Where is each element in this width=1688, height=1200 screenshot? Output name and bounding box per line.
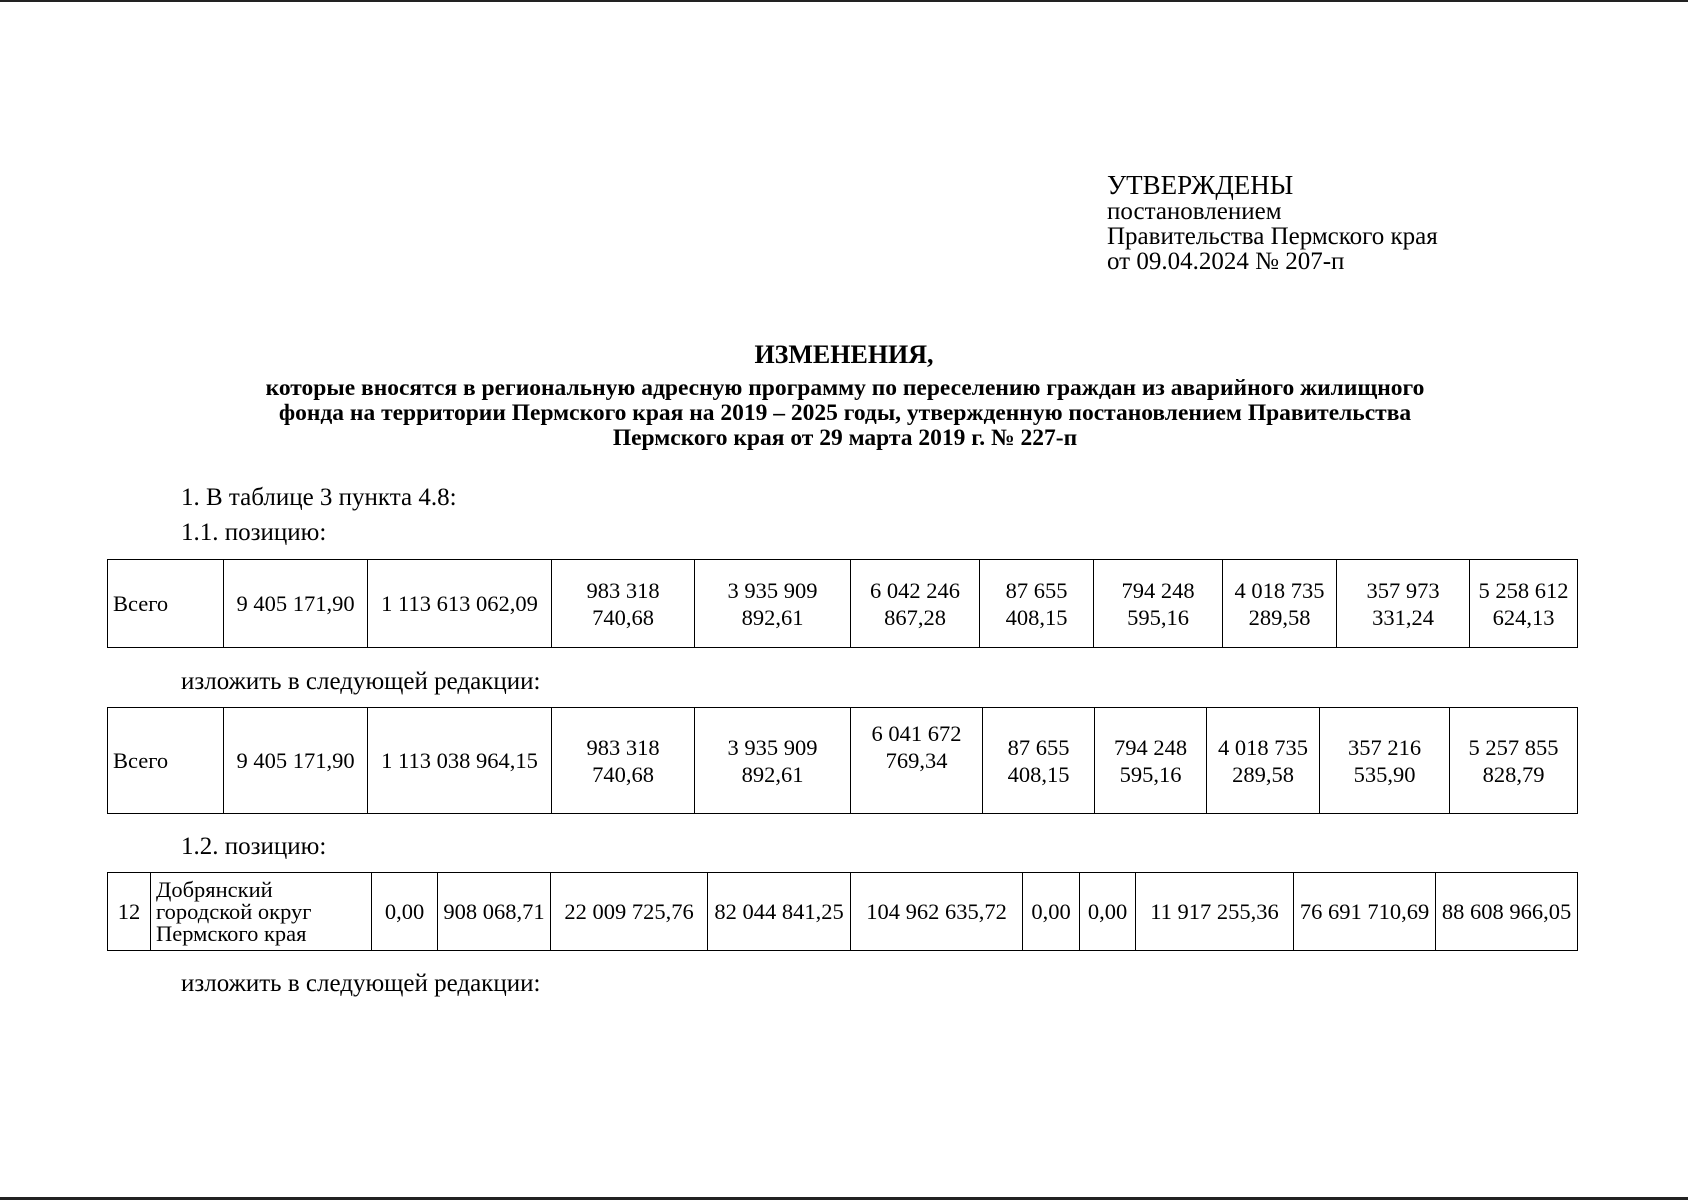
table-cell: 76 691 710,69 xyxy=(1294,873,1436,951)
approval-heading: УТВЕРЖДЕНЫ xyxy=(1107,170,1294,200)
cell-line: 769,34 xyxy=(885,748,948,773)
municipality-name xyxy=(151,873,372,951)
subtitle-line: фонда на территории Пермского края на 2019 – 2025 годы, утвержденную постановлением Правительства xyxy=(278,400,1412,426)
approval-line: Правительства Пермского края xyxy=(1107,223,1438,250)
new-total-table xyxy=(107,707,1578,814)
table-cell xyxy=(695,560,851,648)
cell-line: 740,68 xyxy=(592,604,654,630)
table-cell xyxy=(368,560,552,648)
cell-line: 983 318 xyxy=(586,577,660,603)
approval-stamp xyxy=(1107,171,1438,274)
cell-line: 740,68 xyxy=(592,761,654,787)
cell-line: 794 248 xyxy=(1121,577,1195,603)
cell-line: 289,58 xyxy=(1232,761,1294,787)
paragraph-1: 1. В таблице 3 пункта 4.8: xyxy=(181,484,457,511)
table-cell xyxy=(695,708,851,814)
table-cell: 88 608 966,05 xyxy=(1436,873,1578,951)
table-cell xyxy=(368,708,552,814)
cell-line: 1 113 038 964,15 xyxy=(381,748,538,773)
cell-line: 87 655 xyxy=(1007,734,1070,760)
cell-line: 87 655 xyxy=(1005,577,1068,603)
cell-line: 892,61 xyxy=(741,604,804,630)
cell-line: 3 935 909 xyxy=(727,577,818,603)
approval-line: постановлением xyxy=(1107,198,1282,225)
table-cell xyxy=(552,560,695,648)
cell-line: 9 405 171,90 xyxy=(236,591,355,616)
table-cell xyxy=(552,708,695,814)
table-row xyxy=(108,560,1578,648)
cell-line: 9 405 171,90 xyxy=(236,748,355,773)
cell-line: 1 113 613 062,09 xyxy=(381,591,538,616)
table-cell xyxy=(851,708,983,814)
total-label-cell xyxy=(108,560,224,648)
cell-line: 892,61 xyxy=(741,761,804,787)
cell-line: 4 018 735 xyxy=(1234,577,1325,603)
subtitle-line: Пермского края от 29 марта 2019 г. № 227-п xyxy=(612,425,1078,451)
cell-line: Всего xyxy=(113,591,169,616)
table-cell xyxy=(1470,560,1578,648)
name-line: Пермского края xyxy=(156,920,307,946)
cell-line: 5 257 855 xyxy=(1468,734,1559,760)
cell-line: 331,24 xyxy=(1372,604,1434,630)
table-cell: 0,00 xyxy=(1023,873,1080,951)
cell-line: 5 258 612 xyxy=(1478,577,1569,603)
document-title: ИЗМЕНЕНИЯ, xyxy=(754,340,934,369)
paragraph-1-2: 1.2. позицию: xyxy=(181,833,327,860)
table-cell xyxy=(983,708,1095,814)
cell-line: Всего xyxy=(113,748,169,773)
dobryanka-table xyxy=(107,872,1578,951)
cell-line: 595,16 xyxy=(1119,761,1182,787)
cell-line: 535,90 xyxy=(1353,761,1416,787)
paragraph-1-1: 1.1. позицию: xyxy=(181,519,327,546)
scan-top-edge xyxy=(0,0,1688,2)
cell-line: 983 318 xyxy=(586,734,660,760)
cell-line: 357 216 xyxy=(1347,734,1422,760)
table-cell: 0,00 xyxy=(372,873,438,951)
table-cell: 104 962 635,72 xyxy=(851,873,1023,951)
cell-line: 289,58 xyxy=(1248,604,1311,630)
cell-line: 828,79 xyxy=(1482,761,1545,787)
table-cell xyxy=(224,708,368,814)
table-cell: 22 009 725,76 xyxy=(551,873,708,951)
table-cell: 0,00 xyxy=(1080,873,1136,951)
table-cell xyxy=(1223,560,1337,648)
cell-line: 867,28 xyxy=(884,604,946,630)
total-label-cell xyxy=(108,708,224,814)
old-total-table xyxy=(107,559,1578,648)
table-row xyxy=(108,708,1578,814)
table-cell xyxy=(1207,708,1320,814)
table-cell xyxy=(1095,708,1207,814)
approval-date: от 09.04.2024 № 207-п xyxy=(1107,248,1345,275)
name-line: Добрянский xyxy=(156,876,273,902)
replace-instruction-1: изложить в следующей редакции: xyxy=(181,668,541,695)
cell-line: 4 018 735 xyxy=(1218,734,1308,760)
cell-line: 408,15 xyxy=(1007,761,1070,787)
table-cell xyxy=(980,560,1094,648)
table-cell xyxy=(851,560,980,648)
table-cell xyxy=(1094,560,1223,648)
table-cell xyxy=(224,560,368,648)
subtitle-line: которые вносятся в региональную адресную программу по переселению граждан из аварийного жилищного xyxy=(265,375,1425,401)
cell-line: 794 248 xyxy=(1113,734,1188,760)
table-cell xyxy=(1320,708,1450,814)
cell-line: 357 973 xyxy=(1366,577,1440,603)
cell-line: 3 935 909 xyxy=(727,734,818,760)
table-cell: 908 068,71 xyxy=(438,873,551,951)
table-cell: 82 044 841,25 xyxy=(708,873,851,951)
table-cell xyxy=(1337,560,1470,648)
row-number: 12 xyxy=(108,873,151,951)
table-cell: 11 917 255,36 xyxy=(1136,873,1294,951)
document-subtitle xyxy=(130,376,1560,451)
cell-line: 6 042 246 xyxy=(870,577,960,603)
name-line: городской округ xyxy=(156,898,312,924)
cell-line: 6 041 672 xyxy=(871,721,962,746)
cell-line: 408,15 xyxy=(1005,604,1068,630)
replace-instruction-2: изложить в следующей редакции: xyxy=(181,970,541,997)
cell-line: 595,16 xyxy=(1127,604,1189,630)
cell-line: 624,13 xyxy=(1492,604,1555,630)
table-cell xyxy=(1450,708,1578,814)
table-row xyxy=(108,873,1578,951)
